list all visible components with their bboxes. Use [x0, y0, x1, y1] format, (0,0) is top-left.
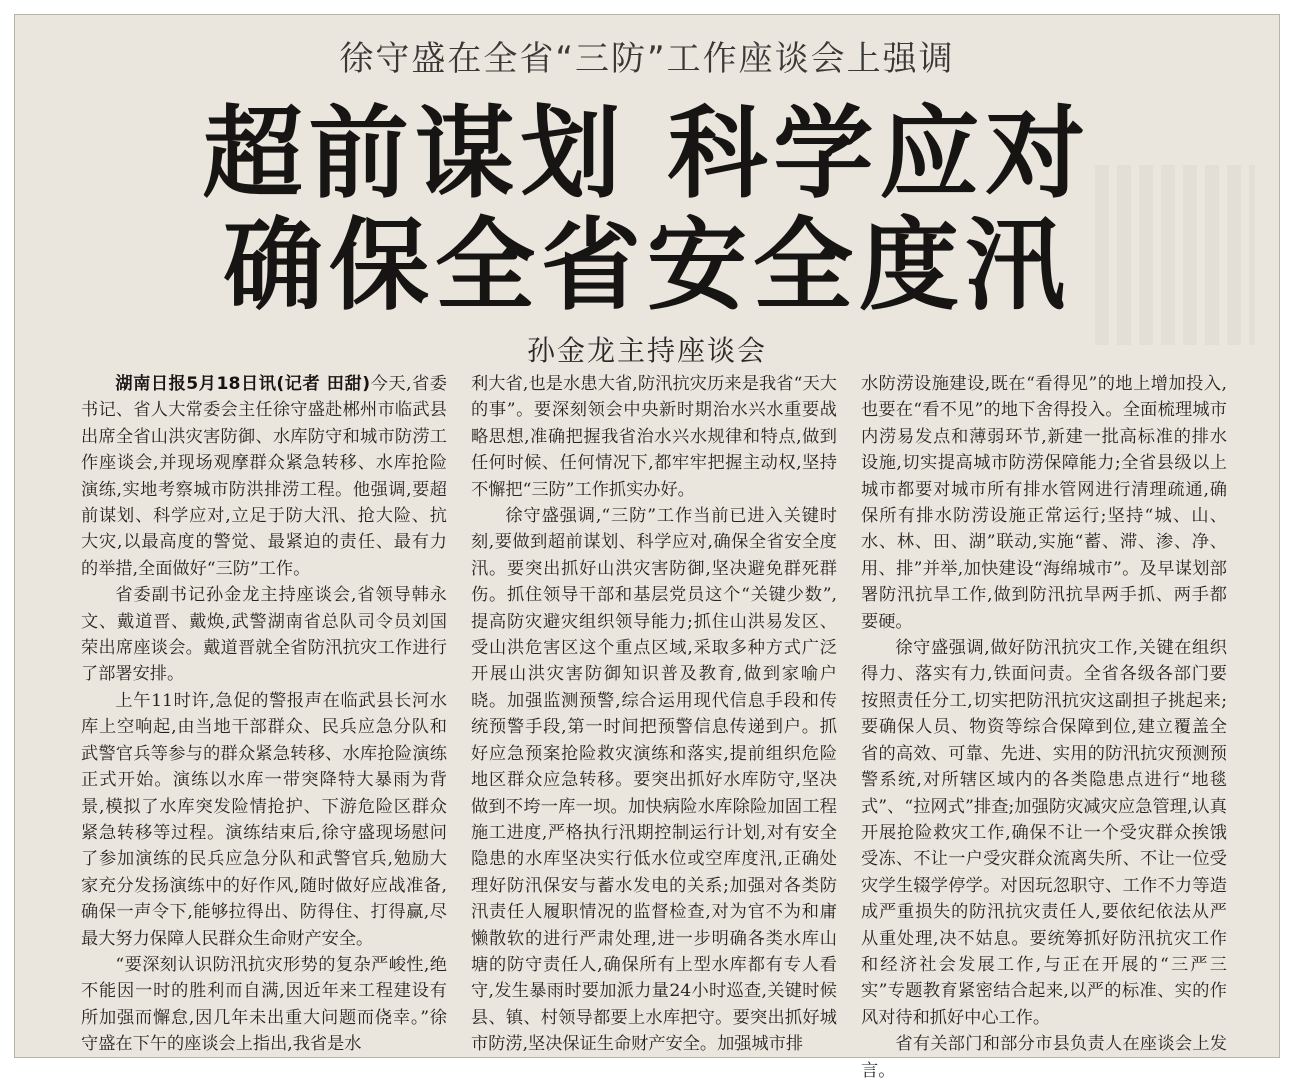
- paragraph-continued: 水防涝设施建设,既在“看得见”的地上增加投入,也要在“看不见”的地下舍得投入。全面梳理城市内涝易发点和薄弱环节,新建一批高标准的排水设施,切实提高城市防涝保障能力;全省县级以上城市都要对城市所有排水管网进行清理疏通,确保所有排水防涝设施正常运行;坚持“城、山、水、林、田、湖”联动,实施“蓄、滞、渗、净、用、排”并举,加快建设“海绵城市”。及早谋划部署防汛抗旱工作,做到防汛抗旱两手抓、两手都要硬。: [861, 374, 1227, 632]
- paragraph: “要深刻认识防汛抗灾形势的复杂严峻性,绝不能因一时的胜利而自满,因近年来工程建设有所加强而懈怠,因几年未出重大问题而侥幸。”徐守盛在下午的座谈会上指出,我省是水: [81, 954, 447, 1055]
- main-headline-line2: 确保全省安全度汛: [223, 207, 1071, 324]
- paragraph: [81, 371, 447, 582]
- subheadline: 孙金龙主持座谈会: [526, 334, 767, 367]
- kicker-headline: 徐守盛在全省“三防”工作座谈会上强调: [339, 39, 955, 79]
- paragraph: 徐守盛强调,做好防汛抗灾工作,关键在组织得力、落实有力,铁面问责。全省各级各部门要按照责任分工,切实把防汛抗灾这副担子挑起来;要确保人员、物资等综合保障到位,建立覆盖全省的高效、可靠、先进、实用的防汛抗灾预测预警系统,对所辖区域内的各类隐患点进行“地毯式”、“拉网式”排查;加强防灾减灾应急管理,认真开展抢险救灾工作,确保不让一个受灾群众挨饿受冻、不让一户受灾群众流离失所、不让一位受灾学生辍学停学。对因玩忽职守、工作不力等造成严重损失的防汛抗灾责任人,要依纪依法从严从重处理,决不姑息。要统筹抓好防汛抗灾工作和经济社会发展工作,与正在开展的“三严三实”专题教育紧密结合起来,以严的标准、实的作风对待和抓好中心工作。: [861, 638, 1227, 1028]
- paragraph-text: 今天,省委书记、省人大常委会主任徐守盛赴郴州市临武县出席全省山洪灾害防御、水库防守和城市防涝工作座谈会,并现场观摩群众紧急转移、水库抢险演练,实地考察城市防洪排涝工程。他强调,要超前谋划、科学应对,立足于防大汛、抢大险、抗大灾,以最高度的警觉、最紧迫的责任、最有力的举措,全面做好“三防”工作。: [81, 374, 447, 579]
- paragraph: 上午11时许,急促的警报声在临武县长河水库上空响起,由当地干部群众、民兵应急分队和武警官兵等参与的群众紧急转移、水库抢险演练正式开始。演练以水库一带突降特大暴雨为背景,模拟了水库突发险情抢护、下游危险区群众紧急转移等过程。演练结束后,徐守盛现场慰问了参加演练的民兵应急分队和武警官兵,勉励大家充分发扬演练中的好作风,随时做好应战准备,确保一声令下,能够拉得出、防得住、打得赢,尽最大努力保障人民群众生命财产安全。: [81, 690, 447, 949]
- paragraph: 省有关部门和部分市县负责人在座谈会上发言。: [861, 1034, 1227, 1081]
- article-column-3: [861, 371, 1227, 1081]
- dateline: 湖南日报5月18日讯(记者 田甜): [115, 374, 371, 394]
- newspaper-page: [14, 14, 1280, 1081]
- paragraph: 徐守盛强调,“三防”工作当前已进入关键时刻,要做到超前谋划、科学应对,确保全省安全度汛。要突出抓好山洪灾害防御,坚决避免群死群伤。抓住领导干部和基层党员这个“关键少数”,提高防灾避灾组织领导能力;抓住山洪易发区、受山洪危害区这个重点区域,采取多种方式广泛开展山洪灾害防御知识普及教育,做到家喻户晓。加强监测预警,综合运用现代信息手段和传统预警手段,第一时间把预警信息传递到户。抓好应急预案抢险救灾演练和落实,提前组织危险地区群众应急转移。要突出抓好水库防守,坚决做到不垮一库一坝。加快病险水库除险加固工程施工进度,严格执行汛期控制运行计划,对有安全隐患的水库坚决实行低水位或空库度汛,正确处理好防汛保安与蓄水发电的关系;加强对各类防汛责任人履职情况的监督检查,对为官不为和庸懒散软的进行严肃处理,进一步明确各类水库山塘的防守责任人,确保所有上型水库都有专人看守,发生暴雨时要加派力量24小时巡查,关键时候县、镇、村领导都要上水库把守。要突出抓好城市防涝,坚决保证生命财产安全。加强城市排: [471, 506, 837, 1055]
- main-headline-line1: 超前谋划 科学应对: [202, 95, 1092, 212]
- article-column-2: [471, 371, 837, 1055]
- paragraph-continued: 利大省,也是水患大省,防汛抗灾历来是我省“天大的事”。要深刻领会中央新时期治水兴水重要战略思想,准确把握我省治水兴水规律和特点,做到任何时候、任何情况下,都牢牢把握主动权,坚持不懈把“三防”工作抓实办好。: [471, 374, 837, 500]
- paragraph: 省委副书记孙金龙主持座谈会,省领导韩永文、戴道晋、戴焕,武警湖南省总队司令员刘国荣出席座谈会。戴道晋就全省防汛抗灾工作进行了部署安排。: [81, 585, 447, 685]
- article-column-1: [81, 371, 447, 1055]
- article-body: [81, 371, 1229, 1081]
